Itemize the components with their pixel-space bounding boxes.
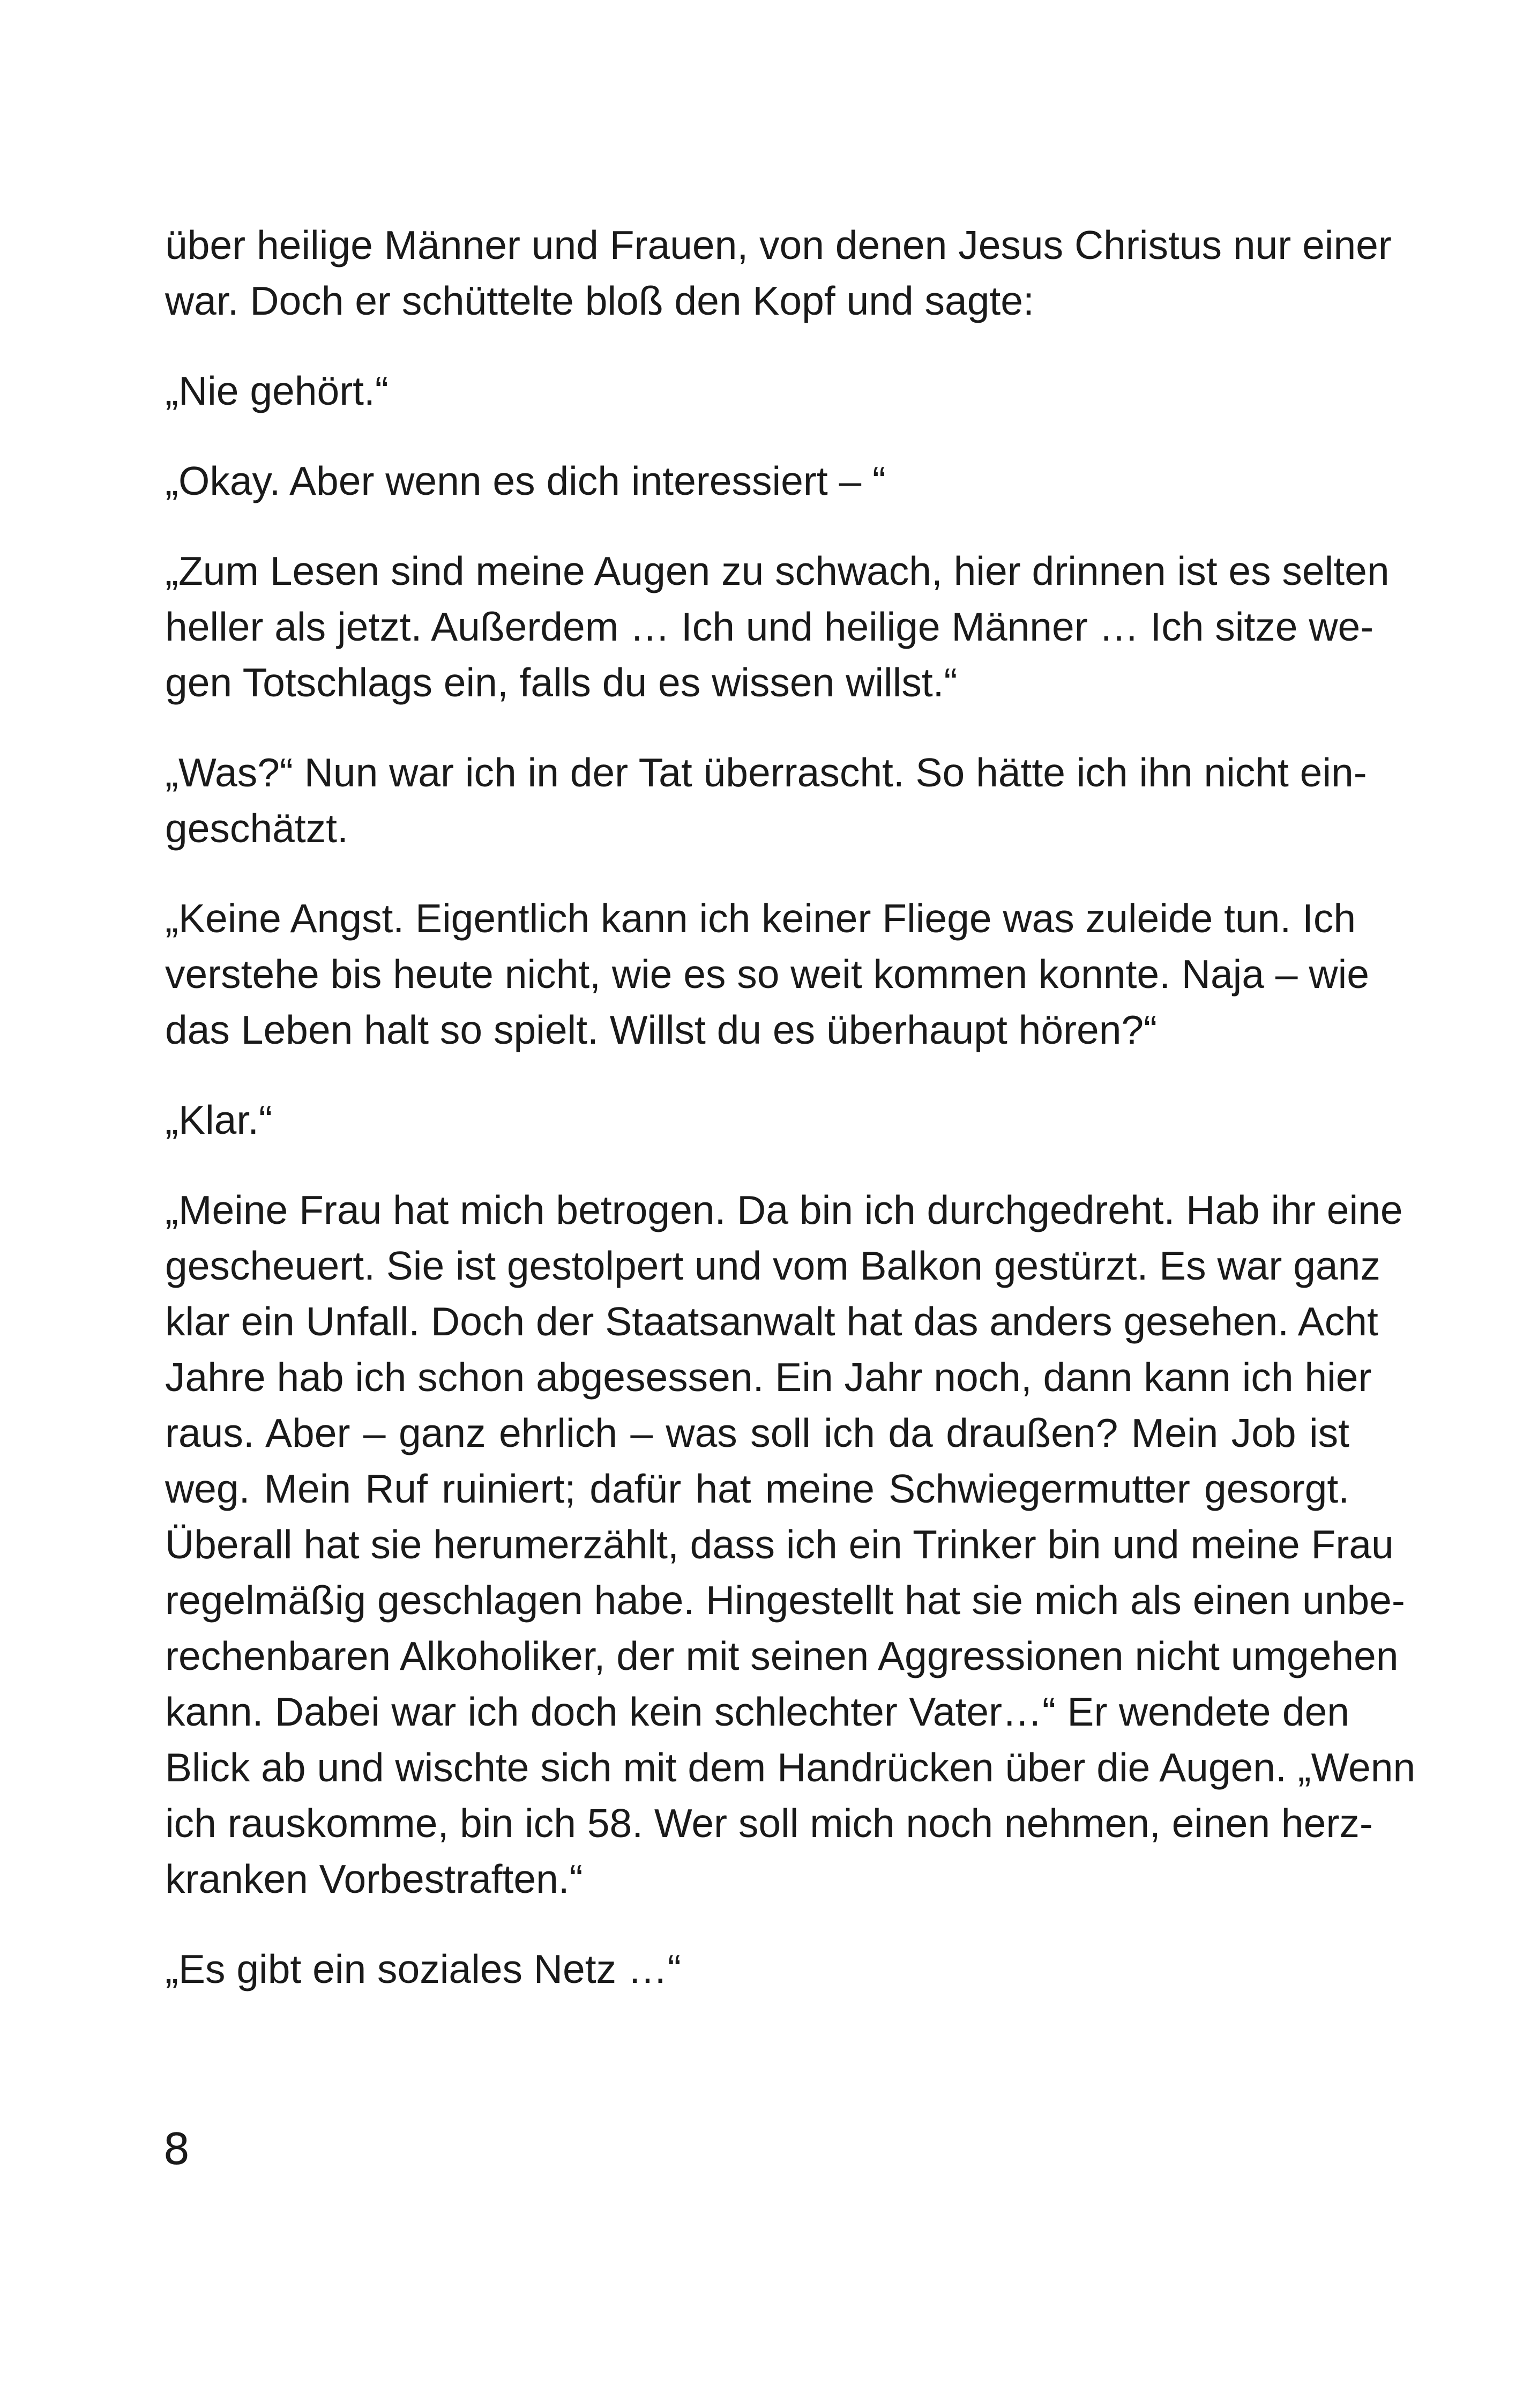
- text-line: „Klar.“: [165, 1097, 273, 1142]
- page-number: 8: [163, 2124, 190, 2174]
- text-line: verstehe bis heute nicht, wie es so weit kommen konnte. Naja – wie: [165, 952, 1369, 997]
- text-line: Blick ab und wischte sich mit dem Handrücken über die Augen. „Wenn: [165, 1745, 1416, 1790]
- text-line: „Keine Angst. Eigentlich kann ich keiner Fliege was zuleide tun. Ich: [165, 896, 1356, 941]
- text-line: Überall hat sie herumerzählt, dass ich ein Trinker bin und meine Frau: [165, 1522, 1394, 1567]
- text-line: „Okay. Aber wenn es dich interessiert – “: [165, 458, 886, 503]
- paragraph-7: [165, 1092, 1349, 1148]
- paragraph-5: [165, 745, 1367, 856]
- text-line: „Meine Frau hat mich betrogen. Da bin ich durchgedreht. Hab ihr eine: [165, 1187, 1403, 1232]
- paragraph-2: [165, 363, 1349, 419]
- text-line: weg. Mein Ruf ruiniert; dafür hat meine Schwiegermutter gesorgt.: [165, 1466, 1349, 1511]
- paragraph-1: [165, 217, 1392, 329]
- paragraph-4: [165, 543, 1390, 710]
- text-line: „Was?“ Nun war ich in der Tat überrascht. So hätte ich ihn nicht ein-: [165, 750, 1367, 795]
- text-line: rechenbaren Alkoholiker, der mit seinen Aggressionen nicht umgehen: [165, 1633, 1399, 1678]
- paragraph-6: [165, 890, 1369, 1058]
- text-line: war. Doch er schüttelte bloß den Kopf und sagte:: [165, 278, 1034, 323]
- paragraph-3: [165, 453, 1349, 509]
- text-line: gescheuert. Sie ist gestolpert und vom Balkon gestürzt. Es war ganz: [165, 1243, 1380, 1288]
- paragraph-8: [165, 1182, 1416, 1907]
- text-line: „Es gibt ein soziales Netz …“: [165, 1946, 681, 1991]
- text-line: raus. Aber – ganz ehrlich – was soll ich da draußen? Mein Job ist: [165, 1410, 1349, 1455]
- paragraph-9: [165, 1941, 1349, 1997]
- text-line: heller als jetzt. Außerdem … Ich und heilige Männer … Ich sitze we-: [165, 604, 1374, 649]
- text-line: über heilige Männer und Frauen, von denen Jesus Christus nur einer: [165, 222, 1392, 267]
- text-line: „Nie gehört.“: [165, 368, 389, 413]
- text-line: „Zum Lesen sind meine Augen zu schwach, hier drinnen ist es selten: [165, 548, 1390, 593]
- text-line: gen Totschlags ein, falls du es wissen willst.“: [165, 660, 958, 705]
- text-line: klar ein Unfall. Doch der Staatsanwalt hat das anders gesehen. Acht: [165, 1299, 1378, 1344]
- page-body: [165, 217, 1416, 2031]
- text-line: regelmäßig geschlagen habe. Hingestellt hat sie mich als einen unbe-: [165, 1578, 1405, 1623]
- text-line: ich rauskomme, bin ich 58. Wer soll mich noch nehmen, einen herz-: [165, 1801, 1373, 1846]
- text-line: kann. Dabei war ich doch kein schlechter Vater…“ Er wendete den: [165, 1689, 1349, 1734]
- text-line: das Leben halt so spielt. Willst du es überhaupt hören?“: [165, 1007, 1158, 1052]
- text-line: geschätzt.: [165, 806, 348, 851]
- text-line: kranken Vorbestraften.“: [165, 1856, 583, 1901]
- text-line: Jahre hab ich schon abgesessen. Ein Jahr noch, dann kann ich hier: [165, 1355, 1372, 1400]
